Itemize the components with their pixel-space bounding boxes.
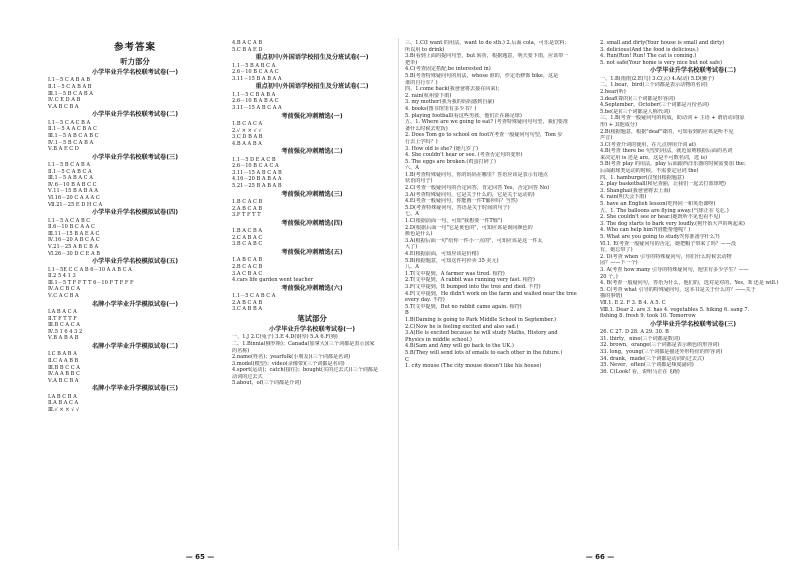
answer-line: 形) + 其他成分) bbox=[600, 121, 637, 128]
answer-line: 1.1－5 C A B C A bbox=[232, 293, 276, 300]
answer-line: 3.11－15 B A B A A bbox=[232, 75, 282, 82]
answer-line: 4.B A A B A bbox=[232, 140, 262, 147]
section-heading: 笔试部分 bbox=[297, 313, 327, 323]
answer-line: Ⅱ.1－5 C A B A B bbox=[48, 83, 92, 90]
answer-line: 五、1. The balloons are flying away.(气球正在飞走。) bbox=[600, 207, 729, 214]
answer-line: 2.C A B A C bbox=[232, 234, 263, 241]
answer-line: Ⅲ.11－15 B A E A C bbox=[48, 230, 100, 237]
answer-line: Ⅵ.1. E(考查一般疑问句的否定，她把帽子带来了吗？——没 bbox=[600, 240, 737, 247]
answer-line: every day. 不符) bbox=[405, 297, 445, 304]
answer-line: 2.name(姓名)；yearfolk(小朋友)(三个词都是名词) bbox=[232, 354, 351, 361]
answer-line: 20 个。) bbox=[600, 273, 618, 280]
answer-line: Ⅲ.1－5 T F F T T 6－10 F T F F F bbox=[48, 279, 134, 286]
answer-line: 一、1.B(雨雨)2.E(鸟) 3.C(云) 4.A(动) 5.D(狮子) bbox=[600, 75, 714, 82]
answer-line: 2.hear(听) bbox=[600, 88, 626, 95]
answer-line: 声音) bbox=[600, 135, 613, 142]
answer-line: 3.deaf(聋的)(三个词都是形容词) bbox=[600, 95, 675, 102]
answer-line: Ⅲ.1－5 A B A C A bbox=[48, 175, 93, 182]
answer-line: 31. thirty，nine(三个词都是数词) bbox=[600, 335, 680, 342]
answer-line: 4.sport(运动)；catch(接住)；bought(买的过去式)(三个词都是 bbox=[232, 367, 378, 374]
answer-line: Ⅳ.16－20 A B C A C bbox=[48, 237, 100, 244]
answer-line: Ⅰ.A B C B A bbox=[48, 393, 77, 400]
answer-line: Ⅱ.1－5 C A B C A bbox=[48, 168, 92, 175]
answer-line: 5. C(考查 what 引导的特殊疑问句，这本书是关于什么的？——关于 bbox=[600, 286, 756, 293]
section-heading: 考前强化冲刺精选(六) bbox=[281, 284, 343, 292]
answer-line: 谁的自行车？) bbox=[405, 79, 438, 86]
answer-line: 园？——下一个) bbox=[600, 260, 638, 267]
answer-line: 4. B(考查一般疑问句，答语为什么，他们的，选对是对的，Yes，It 还是 will.) bbox=[600, 280, 779, 287]
answer-line: 4. Who can help him?(谁能帮他呢？) bbox=[600, 227, 691, 234]
answer-line: 的名称) bbox=[232, 347, 250, 354]
answer-line: 32. brown，orange(三个词都是表示颜色的形容词) bbox=[600, 342, 720, 349]
answer-line: 3.F(文中提到，It bumped into the tree and died. 不符) bbox=[405, 283, 541, 290]
answer-line: 所以用 to drink) bbox=[405, 46, 445, 53]
answer-line: 2.B(根据题意，根据"deaf"聋的，可知看到的应该是听不见 bbox=[600, 128, 734, 135]
answer-line: Ⅶ.21－25 E D H C A bbox=[48, 201, 103, 208]
section-heading: 重点初中/外国语学校招生及分班试卷(一) bbox=[255, 54, 369, 62]
answer-line: 1.B(Daming is going to Park Middle School in September.) bbox=[405, 316, 556, 323]
section-heading: 小学毕业升学名校联考试卷(三) bbox=[649, 320, 737, 328]
answer-line: 后面跟球类运动的时候，不需要定冠词 the) bbox=[600, 168, 699, 175]
answer-line: 3. my mother(我为我的妈妈感到自豪) bbox=[405, 99, 495, 106]
answer-line: Ⅴ.21－25 A B C B A bbox=[48, 244, 99, 251]
answer-line: 1.T(文中提到，A farmer was tired. 相符) bbox=[405, 270, 505, 277]
answer-line: Ⅳ.A A B B C bbox=[48, 371, 80, 378]
answer-line: Ⅰ.1－5 B C A B A bbox=[48, 162, 91, 169]
section-heading: 小学毕业升学名校联考试卷(一) bbox=[91, 69, 179, 76]
answer-line: 2. Does Tom go to school on foot?(考查一般疑问句句型，Tom 步 bbox=[405, 132, 563, 139]
answer-column bbox=[405, 40, 595, 552]
page-number: — 65 — bbox=[185, 553, 215, 561]
answer-line: 1.B(考查特殊疑问句，你的妈妈在哪里？答语应该是表示有地点 bbox=[405, 171, 549, 178]
answer-line: B bbox=[405, 310, 409, 317]
answer-line: 5. What are you going to study?(你准备学什么?) bbox=[600, 234, 720, 241]
answer-line: 36. C(Look! 看，说明马正在飞跑) bbox=[600, 368, 680, 375]
answer-line: 5. The eggs are broken.(鸡蛋打碎了) bbox=[405, 158, 496, 165]
answer-line: 3.A(He is excited because he will study Maths, History and bbox=[405, 330, 558, 337]
answer-line: Ⅴ.11－15 B A B A A bbox=[48, 188, 98, 195]
answer-line: 4.B A C A B bbox=[232, 40, 263, 46]
answer-line: 2.6－10 B C A A C bbox=[232, 69, 279, 76]
answer-line: 猫的事情) bbox=[600, 293, 623, 300]
answer-line: 2. She couldn't see or hear.(她既听不见也看不见) bbox=[600, 214, 721, 221]
answer-line: 5.B(They will send lots of emails to each other in the future.) bbox=[405, 349, 563, 356]
answer-line: 5. not safe(Your home is very nice but not safe) bbox=[600, 59, 723, 66]
answer-line: 七、A bbox=[405, 211, 419, 218]
answer-line: Ⅲ.B C A C A bbox=[48, 322, 80, 329]
answer-line: 3.B(看到上面的提问句型，but 转折，根据题意，明天要下雨，应该带一 bbox=[405, 53, 569, 60]
answer-line: 5.C B A E D bbox=[232, 46, 263, 53]
answer-line: 3.model(模型)；video(录像带)(三个词都是名词) bbox=[232, 360, 345, 367]
answer-line: 2.C(Now he is feeling excited and also sad.) bbox=[405, 323, 519, 330]
answer-line: fishing 8. fresh 9. took 10. Tomorrow bbox=[600, 313, 696, 320]
answer-line: 2.6－10 B C A C A bbox=[232, 163, 279, 170]
answer-line: 5. playing football(看这些男孩，他们正在踢足球) bbox=[405, 112, 522, 119]
answer-line: Ⅳ.1－5 B C A B A bbox=[48, 139, 94, 146]
answer-line: 把伞) bbox=[405, 59, 418, 66]
section-heading: 考前强化冲刺精选(五) bbox=[281, 249, 343, 256]
answer-line: Ⅱ.C A A B B bbox=[48, 357, 79, 364]
answer-line: 2.B C A C B bbox=[232, 263, 263, 270]
answer-line: 2.T(文中提到，A rabbit was running very fast. 相符) bbox=[405, 277, 535, 284]
answer-line: 1.1－5 D E A C B bbox=[232, 156, 276, 163]
section-heading: 名牌小学毕业升学模拟试卷(二) bbox=[91, 342, 179, 350]
section-heading: 考前强化冲刺精选(三) bbox=[281, 190, 343, 198]
answer-line: C bbox=[405, 356, 409, 363]
answer-line: Ⅵ.26－30 D C E A B bbox=[48, 250, 101, 257]
answer-line: 26. C 27. D 28. A 29. 30. B bbox=[600, 329, 669, 336]
answer-line: 三、1.B(考查一般疑问句的构成，助动词 + 主语 + 谓语动词(原 bbox=[600, 115, 745, 122]
answer-line: 2.√ × × √ √ bbox=[232, 127, 262, 134]
answer-line: 4.B(考查 there be 句型的用法，就近原则根据后面的名词 bbox=[600, 148, 733, 155]
answer-line: 2. D(考查 when 引导的特殊疑问句，你们什么时候去动物 bbox=[600, 253, 732, 260]
answer-line: Ⅰ.1－5 C A B A B bbox=[48, 77, 91, 84]
section-heading: 小学毕业升学名校联考试卷(一) bbox=[268, 325, 356, 333]
answer-line: 5.about，of(三个词都是介词) bbox=[232, 380, 302, 387]
section-heading: 考前强化冲刺精选(四) bbox=[281, 219, 343, 227]
answer-line: Ⅴ.C A C B A bbox=[48, 292, 79, 299]
section-heading: 小学毕业升学名校模拟试卷(五) bbox=[91, 258, 179, 266]
answer-line: 5.be(是)(三个词都是人称代词) bbox=[600, 108, 671, 115]
answer-line: 备什么时候去吃饭) bbox=[405, 125, 448, 132]
answer-line: 3.11－15 A B C A A bbox=[232, 104, 282, 111]
answer-line: Ⅳ.5 1 6 4 3 2 bbox=[48, 328, 83, 335]
answer-line: 四、1.come back(我爸爸将去接在回来)； bbox=[405, 86, 503, 93]
answer-line: 六、A bbox=[405, 165, 419, 172]
answer-line: Ⅱ.T F T T F bbox=[48, 315, 77, 322]
answer-line: 3. A(考查 how many 引导的特殊疑问句，他里有多少学生？—— bbox=[600, 266, 749, 273]
section-heading: 重点初中/外国语学校招生及分班试卷(二) bbox=[255, 83, 369, 91]
answer-line: 4.16－20 B A B A A bbox=[232, 176, 282, 183]
answer-line: Ⅱ.1－5 A A C B A C bbox=[48, 126, 97, 133]
answer-line: 大了) bbox=[405, 244, 418, 251]
answer-line: 5.B(考查 play 的用法，play 后面跟西洋乐器的时候需要加 the； bbox=[600, 161, 749, 168]
answer-line: Ⅳ.C E D A B bbox=[48, 97, 81, 104]
answer-line: 3.B C A B C bbox=[232, 241, 263, 248]
answer-line: Physics in middle school.) bbox=[405, 336, 472, 343]
answer-line: 4. She couldn't hear or see. (考查否定句的变形) bbox=[405, 152, 523, 159]
section-heading: 名牌小学毕业升学模拟试卷(三) bbox=[91, 385, 179, 393]
answer-column bbox=[232, 40, 392, 552]
section-heading: 小学毕业升学名校联考试卷(三) bbox=[91, 153, 179, 161]
answer-line: Ⅷ.1. Dear 2. are 3. has 4. vegetables 5. hiking 6. sang 7. bbox=[600, 306, 750, 313]
answer-line: 1. city mouse (The city mouse doesn't like his house) bbox=[405, 363, 542, 370]
answer-line: Ⅴ.B A B A B bbox=[48, 335, 79, 342]
answer-line: 1.C(根据前面一句，可知"我想要一件T恤") bbox=[405, 218, 503, 225]
section-heading: 小学毕业升学名校联考试卷(二) bbox=[91, 111, 179, 119]
answer-line: 33. long，young(三个词都是描述外形特征的形容词) bbox=[600, 348, 723, 355]
answer-line: 3. How old is she? (她几岁了) bbox=[405, 145, 479, 152]
answer-line: 1.1－5 B A B C A bbox=[232, 62, 276, 69]
answer-line: 3.C(考查介词的使用，在几点钟用介词 at) bbox=[600, 141, 696, 148]
section-heading: 小学毕业升学名校模拟试卷(四) bbox=[91, 209, 179, 217]
answer-line: 二、1.bear，bird(三个词都是表示动物的名词) bbox=[600, 82, 708, 89]
answer-line: 5.D(考查特殊疑问句，答语是关于时间的句子) bbox=[405, 204, 510, 211]
answer-line: Ⅲ.1－5 A B C A B C bbox=[48, 132, 99, 139]
answer-line: 三、1.C(I want 的用法，want to do sth.) 2.后面 cola，可乐是饮料； bbox=[405, 40, 570, 46]
answer-line: 行去上学吗？) bbox=[405, 138, 438, 145]
answer-line: Ⅰ.1－5 C A C B A bbox=[48, 119, 91, 126]
answer-line: 1.A B C A B bbox=[232, 257, 263, 264]
answer-line: 5.T(文中提到，But no rabbit came again. 相符) bbox=[405, 303, 522, 310]
answer-line: 3.A(根据后面一句"给你一件小一点的"，可知应该是这一件太 bbox=[405, 237, 543, 244]
answer-line: 四、1. hamburger(汉堡)(根据题意) bbox=[600, 174, 685, 181]
answer-line: 五、1. Where are we going to eat? (考查特殊疑问句句型，我们要准 bbox=[405, 119, 568, 126]
answer-line: 2. play basketball(和尼查丽，让我们一起去打篮球吧) bbox=[600, 181, 726, 188]
answer-line: 2. small and dirty(Your house is small and dirty) bbox=[600, 40, 725, 46]
answer-line: 4.cars life garden went teacher bbox=[232, 277, 314, 284]
answer-line: 2.A B C A B bbox=[232, 299, 263, 306]
answer-line: 4.September，October(三个词都是月份名词) bbox=[600, 102, 709, 109]
answer-line: 35. Never，often(三个词都是频度副词) bbox=[600, 362, 694, 369]
answer-line: 3.A(考查特殊疑问句，它是关于什么的，它是关于运动的) bbox=[405, 191, 535, 198]
answer-line: Ⅰ.A B A C A bbox=[48, 308, 77, 315]
answer-line: 34. drank，made(三个词都是动词的过去式) bbox=[600, 355, 705, 362]
answer-line: 颜色是什么) bbox=[405, 231, 433, 238]
answer-line: 1.1－5 C B A B A bbox=[232, 91, 276, 98]
answer-line: 3.F T F T T bbox=[232, 212, 261, 219]
answer-line: 3. Shanghai(我爸爸将去上海) bbox=[600, 187, 671, 194]
answer-line: 5.21－25 B A B A B bbox=[232, 183, 282, 190]
answer-line: Ⅳ.6－10 B A B C C bbox=[48, 181, 97, 188]
answer-line: 二、1.Binnia(俄罗斯)；Canada(加拿大)(三个词都是表示国家 bbox=[232, 340, 375, 347]
answer-line: Ⅲ.1－5 B C A B A bbox=[48, 90, 93, 97]
section-heading: 考前强化冲刺精选(二) bbox=[281, 148, 343, 156]
answer-line: 来决定用 is 还是 are，这是不可数名词，选 is) bbox=[600, 154, 707, 161]
answer-line: 2.D(根据后面一句"它是黄色的"，可知应该是询问颜色的 bbox=[405, 224, 533, 231]
answer-line: Ⅰ.C B A B A bbox=[48, 351, 77, 358]
answer-line: Ⅱ.A B A C A bbox=[48, 400, 79, 407]
answer-line: 3.A C B A C bbox=[232, 270, 263, 277]
section-heading: 名牌小学毕业升学模拟试卷(一) bbox=[91, 300, 179, 308]
answer-line: 5.B(考查特殊疑问句的用法，whose 谁的，作定语修饰 bike，这是 bbox=[405, 72, 559, 79]
right-page bbox=[400, 0, 800, 566]
answer-line: 1.B C A C B bbox=[232, 199, 263, 206]
answer-column bbox=[600, 40, 786, 552]
answer-line: Ⅵ.16－20 C A A A C bbox=[48, 195, 100, 202]
answer-line: Ⅰ.1－5E C C A B 6－10 A A B C A bbox=[48, 266, 132, 273]
answer-line: Ⅴ.B A E C D bbox=[48, 146, 79, 153]
answer-line: Ⅳ.A C B C A bbox=[48, 286, 81, 293]
page-number: — 66 — bbox=[585, 553, 615, 561]
answer-line: Ⅶ.1. E 2. F 3. B 4. A 5. C bbox=[600, 299, 666, 306]
answer-line: 4.F(文中提到，He didn't work on the farm and waited near the tree bbox=[405, 290, 577, 297]
answer-line: 有，她忘带了) bbox=[600, 247, 633, 254]
answer-line: 4.B(Sam and Amy will go back to the UK.) bbox=[405, 343, 514, 350]
answer-line: Ⅴ.A B C B A bbox=[48, 103, 79, 110]
answer-line: Ⅴ.A B C B A bbox=[48, 377, 79, 384]
answer-line: Ⅲ.√ × × √ √ bbox=[48, 406, 80, 413]
answer-line: 八、A bbox=[405, 264, 419, 271]
answer-line: 1.B C A C A bbox=[232, 120, 263, 127]
answer-line: 动词的过去式 bbox=[232, 373, 263, 380]
answer-line: 3.C D B A B bbox=[232, 134, 263, 141]
answer-line: 一、1.J 2.C(兔子) 3.E 4.D(钢琴) 5.A 6.F(狗) bbox=[232, 334, 338, 341]
answer-line: 状语的句子) bbox=[405, 178, 433, 185]
answer-line: 5. have an English lesson(吃得同一和英语课呀) bbox=[600, 201, 716, 208]
answer-line: Ⅱ.6－10 B C A A C bbox=[48, 224, 95, 231]
answer-line: 4. Run(Run! Run! The cat is coming.) bbox=[600, 53, 697, 60]
answer-line: 2.6－10 B A B A C bbox=[232, 98, 279, 105]
answer-line: Ⅱ.2 5 4 1 3 bbox=[48, 273, 76, 280]
answer-line: 3.C A B B A bbox=[232, 306, 263, 313]
section-heading: 听力部分 bbox=[120, 57, 150, 66]
answer-line: Ⅲ.B B C C A bbox=[48, 364, 80, 371]
answer-column bbox=[48, 40, 222, 552]
section-heading: 参考答案 bbox=[113, 42, 156, 53]
answer-line: 4. rain(明天会下雨) bbox=[600, 194, 647, 201]
answer-line: Ⅰ.1－5 A C A B C bbox=[48, 217, 91, 224]
answer-line: 4.C(考查固定搭配,be interested in) bbox=[405, 66, 491, 73]
answer-line: 3. The dog starts to bark very loudly.(狗开始大声的叫起来) bbox=[600, 220, 745, 227]
answer-line: 1.B A C B A bbox=[232, 228, 263, 235]
section-heading: 考前强化冲刺精选(一) bbox=[281, 112, 343, 120]
answer-line: 2.C(考查一般疑问句的否定回答，肯定回答 Yes，否定回答 No) bbox=[405, 185, 550, 192]
answer-line: 4.E(根据前面，可知应该是价格) bbox=[405, 251, 479, 257]
answer-line: 5.B(根据题意，可知这件衬衫卖 35 美元) bbox=[405, 257, 499, 264]
answer-line: 3.11－15 A B C A B bbox=[232, 169, 282, 176]
answer-line: 2. rain(杭州要下雨) bbox=[405, 92, 452, 99]
page-divider bbox=[398, 38, 399, 550]
answer-line: 2.A B C A B bbox=[232, 205, 263, 212]
answer-line: 4.E(考查一般疑问句，你能画一件T恤衫吗？当然) bbox=[405, 198, 518, 205]
answer-line: 3. delicious(And the food is delicious.) bbox=[600, 46, 699, 53]
section-heading: 小学毕业升学名校联考试卷(二) bbox=[649, 67, 737, 75]
answer-line: 4. books(图书馆里有多少书？) bbox=[405, 105, 477, 112]
